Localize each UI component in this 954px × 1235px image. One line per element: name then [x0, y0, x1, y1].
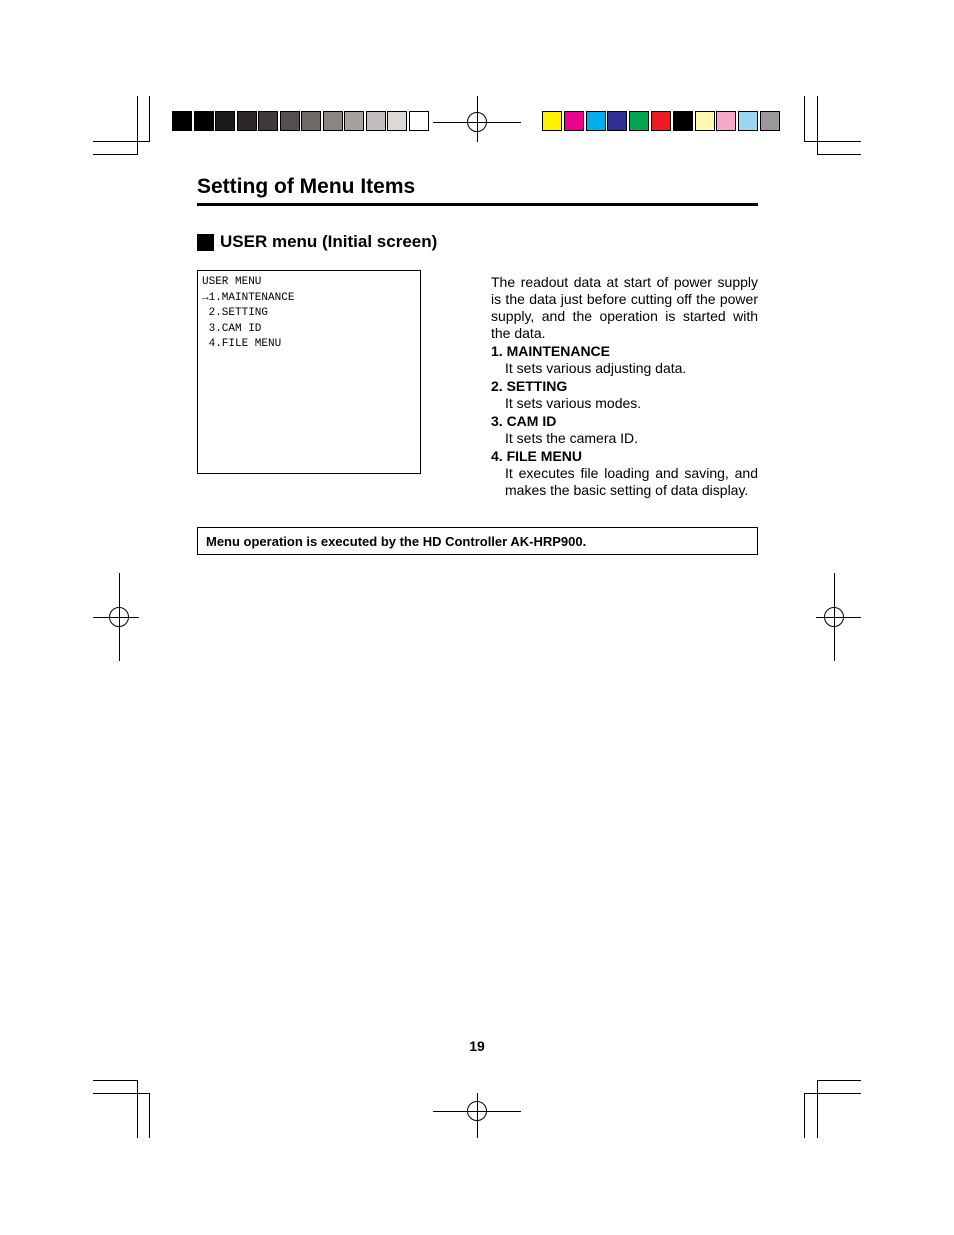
- color-swatch: [607, 111, 627, 131]
- menu-screen-line: →1.MAINTENANCE: [202, 291, 295, 304]
- color-swatch: [172, 111, 192, 131]
- color-swatch: [301, 111, 321, 131]
- color-swatch: [586, 111, 606, 131]
- color-swatch: [409, 111, 429, 131]
- color-swatch: [280, 111, 300, 131]
- page-number: 19: [469, 1038, 485, 1054]
- item-title: 1. MAINTENANCE: [491, 343, 611, 359]
- color-swatch: [194, 111, 214, 131]
- color-swatch: [258, 111, 278, 131]
- color-swatch: [629, 111, 649, 131]
- page-title: Setting of Menu Items: [197, 175, 416, 198]
- item-title: 4. FILE MENU: [491, 448, 583, 464]
- menu-screen-line: 3.CAM ID: [202, 322, 262, 335]
- section-title: USER menu (Initial screen): [220, 232, 438, 251]
- color-swatch: [215, 111, 235, 131]
- item-title: 2. SETTING: [491, 378, 568, 394]
- item-text: It sets the camera ID.: [505, 430, 639, 446]
- menu-screen-line: 4.FILE MENU: [202, 338, 282, 350]
- color-swatch: [237, 111, 257, 131]
- color-swatch: [323, 111, 343, 131]
- title-rule: [197, 203, 758, 206]
- color-swatch: [695, 111, 715, 131]
- color-swatch: [673, 111, 693, 131]
- color-swatch: [344, 111, 364, 131]
- color-swatch: [738, 111, 758, 131]
- menu-screen-line: USER MENU: [202, 276, 262, 288]
- item-text: It sets various modes.: [505, 395, 642, 411]
- note-box: Menu operation is executed by the HD Controller AK-HRP900.: [197, 527, 758, 555]
- item-text: It executes file loading and saving, and makes the basic setting of data display.: [505, 465, 758, 498]
- description: [491, 274, 758, 499]
- color-swatch: [542, 111, 562, 131]
- section-heading: [197, 232, 437, 252]
- item-text: It sets various adjusting data.: [505, 360, 687, 376]
- menu-screen-display: [197, 270, 421, 474]
- color-swatch: [564, 111, 584, 131]
- color-swatch: [716, 111, 736, 131]
- color-swatch: [387, 111, 407, 131]
- square-bullet-icon: [197, 234, 214, 251]
- color-swatch: [366, 111, 386, 131]
- item-title: 3. CAM ID: [491, 413, 557, 429]
- menu-screen-line: 2.SETTING: [202, 307, 269, 319]
- color-swatch: [760, 111, 780, 131]
- description-intro: The readout data at start of power supply is the data just before cutting off the power supply, and the operation is started with the data.: [491, 274, 758, 341]
- color-swatch: [651, 111, 671, 131]
